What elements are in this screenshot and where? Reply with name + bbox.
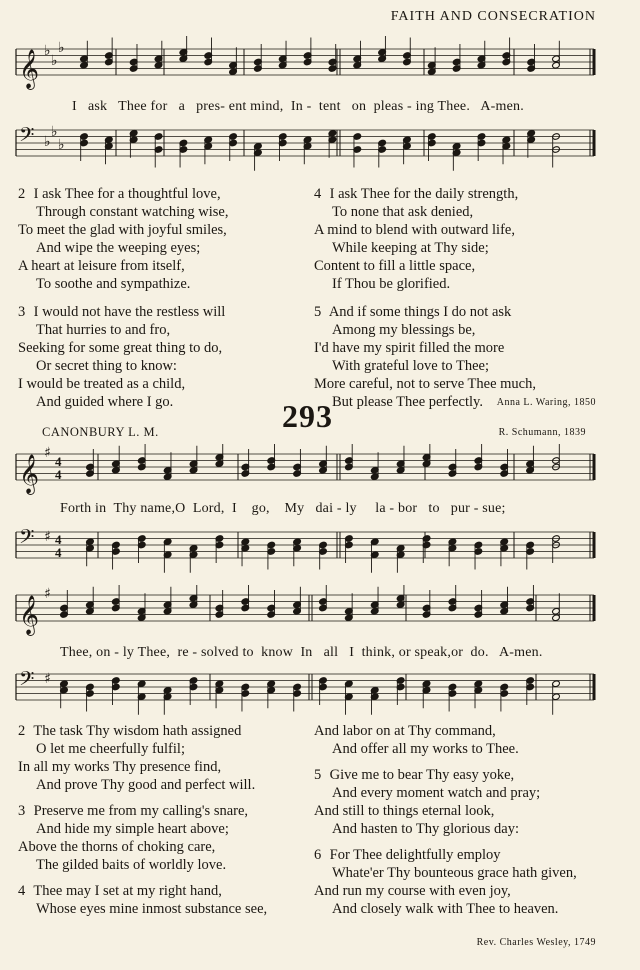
note-chord	[319, 585, 328, 612]
verse-line	[314, 203, 536, 221]
note-chord	[278, 41, 287, 69]
verse-number: 2	[18, 186, 26, 202]
verse-line	[314, 846, 577, 864]
verse-line	[18, 393, 229, 411]
note-chord	[452, 142, 461, 170]
note-chord	[241, 585, 250, 612]
time-signature: 4	[55, 454, 62, 469]
verse-text: Give me to bear Thy easy yoke,	[329, 767, 515, 783]
flat-icon: ♭	[44, 43, 51, 59]
note-chord	[137, 444, 146, 471]
note-chord	[163, 452, 172, 480]
verse-text: And closely walk with Thee to heaven.	[332, 901, 559, 917]
music-staff-treble-1	[14, 444, 596, 504]
verse-text: And every moment watch and pray;	[332, 785, 541, 801]
music-staff-bass-prev	[14, 120, 596, 182]
flat-icon: ♭	[44, 134, 51, 150]
bass-clef-icon: 𝄢	[19, 667, 35, 695]
verse-text: I would be treated as a child,	[18, 376, 186, 392]
note-chord	[215, 590, 224, 618]
note-chord	[111, 585, 120, 612]
note-chord	[163, 587, 172, 615]
time-signature: 4	[55, 532, 62, 547]
note-chord	[345, 535, 354, 563]
note-chord	[500, 538, 509, 566]
note-chord	[129, 44, 138, 72]
note-chord	[86, 683, 95, 711]
note-chord	[448, 683, 457, 711]
note-chord	[552, 593, 561, 621]
verse-line	[314, 339, 536, 357]
verse-text: And wipe the weeping eyes;	[36, 240, 201, 256]
note-chord	[474, 590, 483, 618]
verse-line	[18, 820, 267, 838]
verse-text: Through constant watching wise,	[36, 204, 229, 220]
music-staff-treble-prev	[14, 36, 596, 92]
note-chord	[278, 133, 287, 161]
note-chord	[370, 686, 379, 714]
sharp-icon: ♯	[44, 445, 51, 461]
note-chord	[370, 587, 379, 615]
bass-clef-icon: 𝄢	[19, 123, 35, 151]
verse-text: Or secret thing to know:	[36, 358, 177, 374]
note-chord	[204, 136, 213, 164]
verse-number: 6	[314, 847, 322, 863]
verse-block-left	[18, 722, 267, 918]
verse-text: While keeping at Thy side;	[332, 240, 489, 256]
note-chord	[319, 541, 328, 569]
note-chord	[345, 593, 354, 621]
note-chord	[396, 677, 405, 705]
verse-text: More careful, not to serve Thee much,	[314, 376, 536, 392]
verse-line	[18, 221, 229, 239]
note-chord	[267, 680, 276, 708]
verse-number: 3	[18, 304, 26, 320]
verse-block-right	[314, 722, 577, 918]
verse-text: I ask Thee for the daily strength,	[329, 186, 519, 202]
verse-line	[314, 357, 536, 375]
lyrics-line-2: Thee, on - ly Thee, re - solved to know In all I think, or speak,or do. A-men.	[60, 645, 543, 660]
note-chord	[189, 677, 198, 705]
note-chord	[396, 585, 405, 609]
note-chord	[254, 142, 263, 170]
note-chord	[60, 590, 69, 618]
note-chord	[189, 544, 198, 572]
note-chord	[403, 136, 412, 164]
verse-line	[314, 766, 577, 784]
note-chord	[500, 587, 509, 615]
note-chord	[303, 38, 312, 66]
verse-line	[18, 838, 267, 856]
note-chord	[328, 44, 337, 72]
note-chord	[422, 680, 431, 708]
section-title: FAITH AND CONSECRATION	[390, 9, 596, 24]
verse-text: For Thee delightfully employ	[329, 847, 501, 863]
note-chord	[267, 590, 276, 618]
note-chord	[422, 535, 431, 563]
music-staff-bass-1	[14, 522, 596, 582]
verse-gap	[314, 838, 577, 846]
verse-text: I'd have my spirit filled the more	[314, 340, 505, 356]
flat-icon: ♭	[51, 53, 58, 69]
verse-text: Preserve me from my calling's snare,	[33, 803, 249, 819]
verse-text: And hasten to Thy glorious day:	[332, 821, 520, 837]
note-chord	[527, 129, 536, 157]
verse-line	[314, 900, 577, 918]
verse-line	[314, 802, 577, 820]
flat-icon: ♭	[58, 137, 65, 153]
verse-gap	[314, 758, 577, 766]
flat-icon: ♭	[58, 40, 65, 56]
verse-text: To meet the glad with joyful smiles,	[18, 222, 227, 238]
note-chord	[229, 133, 238, 161]
verse-text: Whose eyes mine inmost substance see,	[36, 901, 268, 917]
verse-text: Whate'er Thy bounteous grace hath given,	[332, 865, 577, 881]
author-attribution-prev: Anna L. Waring, 1850	[496, 397, 596, 408]
note-chord	[215, 444, 224, 468]
verse-text: Content to fill a little space,	[314, 258, 476, 274]
verse-text: And hide my simple heart above;	[36, 821, 229, 837]
note-chord	[241, 538, 250, 566]
verse-line	[314, 303, 536, 321]
note-chord	[427, 133, 436, 161]
verse-line	[18, 321, 229, 339]
note-chord	[293, 538, 302, 566]
sharp-icon: ♯	[44, 671, 51, 687]
verse-line	[18, 203, 229, 221]
verse-text: I ask Thee for a thoughtful love,	[33, 186, 221, 202]
verse-number: 3	[18, 803, 26, 819]
note-chord	[502, 136, 511, 164]
note-chord	[204, 38, 213, 66]
note-chord	[403, 38, 412, 66]
note-chord	[293, 449, 302, 477]
time-signature: 4	[55, 545, 62, 560]
lyrics-line-1: Forth in Thy name,O Lord, I go, My dai - ly la - bor to pur - sue;	[60, 501, 506, 516]
verse-text: And guided where I go.	[36, 394, 174, 410]
note-chord	[154, 41, 163, 69]
sharp-icon: ♯	[44, 586, 51, 602]
note-chord	[112, 446, 121, 474]
sharp-icon: ♯	[44, 529, 51, 545]
note-chord	[422, 590, 431, 618]
note-chord	[80, 41, 89, 69]
note-chord	[396, 446, 405, 474]
note-chord	[527, 44, 536, 72]
note-chord	[105, 136, 114, 164]
note-chord	[353, 133, 362, 168]
verse-line	[18, 303, 229, 321]
music-staff-bass-2	[14, 664, 596, 724]
verse-text: If Thou be glorified.	[332, 276, 451, 292]
note-chord	[137, 680, 146, 715]
tune-name: CANONBURY L. M.	[42, 425, 159, 439]
verse-line	[18, 740, 267, 758]
note-chord	[345, 444, 354, 471]
note-chord	[229, 47, 238, 75]
note-chord	[500, 449, 509, 477]
verse-line	[314, 375, 536, 393]
verse-line	[314, 239, 536, 257]
note-chord	[112, 541, 121, 569]
note-chord	[189, 446, 198, 474]
note-chord	[552, 535, 561, 563]
verse-line	[18, 275, 229, 293]
treble-clef-icon: 𝄞	[19, 454, 40, 494]
note-chord	[105, 38, 114, 66]
verse-text: And run my course with even joy,	[314, 883, 511, 899]
note-chord	[427, 47, 436, 75]
verse-text: To soothe and sympathize.	[36, 276, 191, 292]
verse-line	[18, 776, 267, 794]
verse-text: That hurries to and fro,	[36, 322, 171, 338]
note-chord	[370, 538, 379, 573]
note-chord	[552, 41, 561, 69]
note-chord	[267, 444, 276, 471]
note-chord	[378, 139, 387, 167]
verse-gap	[18, 293, 229, 303]
treble-clef-icon: 𝄞	[19, 49, 40, 89]
note-chord	[474, 541, 483, 569]
note-chord	[526, 446, 535, 474]
note-chord	[137, 535, 146, 563]
note-chord	[526, 541, 535, 569]
verse-gap	[18, 794, 267, 802]
note-chord	[526, 677, 535, 705]
verse-line	[18, 882, 267, 900]
note-chord	[500, 683, 509, 711]
staff-lines	[16, 532, 594, 558]
verse-line	[18, 900, 267, 918]
verse-text: And labor on at Thy command,	[314, 723, 496, 739]
verse-number: 5	[314, 767, 322, 783]
note-chord	[163, 686, 172, 714]
verse-line	[314, 882, 577, 900]
note-chord	[241, 683, 250, 711]
music-staff-treble-2	[14, 585, 596, 645]
note-chord	[328, 129, 337, 157]
note-chord	[254, 44, 263, 72]
author-attribution: Rev. Charles Wesley, 1749	[476, 937, 596, 948]
verse-line	[314, 820, 577, 838]
verse-text: I would not have the restless will	[33, 304, 226, 320]
verse-text: Seeking for some great thing to do,	[18, 340, 223, 356]
note-chord	[86, 449, 95, 477]
note-chord	[215, 535, 224, 563]
note-chord	[293, 587, 302, 615]
note-chord	[353, 41, 362, 69]
verse-line	[314, 221, 536, 239]
note-chord	[80, 133, 89, 161]
note-chord	[60, 680, 69, 708]
note-chord	[452, 44, 461, 72]
note-chord	[179, 139, 188, 167]
note-chord	[477, 41, 486, 69]
hymn-number: 293	[282, 398, 333, 434]
time-signature: 4	[55, 467, 62, 482]
verse-text: Above the thorns of choking care,	[18, 839, 216, 855]
verse-text: But please Thee perfectly.	[332, 394, 483, 410]
note-chord	[396, 544, 405, 572]
lyrics-line-prev: I ask Thee for a pres- ent mind, In - tent on pleas - ing Thee. A-men.	[72, 99, 524, 114]
verse-line	[314, 275, 536, 293]
verse-gap	[18, 874, 267, 882]
flat-icon: ♭	[51, 124, 58, 140]
verse-line	[18, 257, 229, 275]
note-chord	[474, 680, 483, 708]
note-chord	[502, 38, 511, 66]
note-chord	[189, 585, 198, 609]
verse-line	[18, 758, 267, 776]
note-chord	[474, 444, 483, 471]
verse-text: Among my blessings be,	[332, 322, 476, 338]
verse-number: 4	[314, 186, 322, 202]
verse-line	[314, 185, 536, 203]
note-chord	[137, 593, 146, 621]
note-chord	[293, 683, 302, 711]
verse-text: With grateful love to Thee;	[332, 358, 489, 374]
composer-attribution: R. Schumann, 1839	[498, 427, 586, 438]
verse-line	[314, 784, 577, 802]
bass-clef-icon: 𝄢	[19, 525, 35, 553]
note-chord	[345, 680, 354, 715]
verse-number: 4	[18, 883, 26, 899]
verse-number: 5	[314, 304, 322, 320]
verse-line	[314, 740, 577, 758]
verse-line	[314, 722, 577, 740]
verse-line	[18, 339, 229, 357]
verse-text: Thee may I set at my right hand,	[33, 883, 222, 899]
note-chord	[552, 133, 561, 168]
note-chord	[477, 133, 486, 161]
verse-line	[314, 257, 536, 275]
verse-line	[314, 864, 577, 882]
verse-text: A mind to blend with outward life,	[314, 222, 515, 238]
note-chord	[448, 538, 457, 566]
note-chord	[448, 449, 457, 477]
verse-text: The gilded baits of worldly love.	[36, 857, 227, 873]
note-chord	[552, 680, 561, 715]
note-chord	[241, 449, 250, 477]
note-chord	[163, 538, 172, 573]
verse-text: And offer all my works to Thee.	[332, 741, 519, 757]
note-chord	[319, 677, 328, 705]
note-chord	[448, 585, 457, 612]
verse-gap	[314, 293, 536, 303]
verse-line	[18, 375, 229, 393]
verse-block-right-prev	[314, 185, 536, 411]
note-chord	[526, 585, 535, 612]
note-chord	[303, 136, 312, 164]
note-chord	[86, 587, 95, 615]
note-chord	[319, 446, 328, 474]
verse-line	[18, 185, 229, 203]
verse-line	[18, 802, 267, 820]
note-chord	[267, 541, 276, 569]
note-chord	[129, 129, 138, 157]
note-chord	[111, 677, 120, 705]
verse-text: The task Thy wisdom hath assigned	[33, 723, 242, 739]
note-chord	[86, 538, 95, 566]
note-chord	[370, 452, 379, 480]
treble-clef-icon: 𝄞	[19, 595, 40, 635]
verse-line	[18, 239, 229, 257]
verse-text: And if some things I do not ask	[328, 304, 512, 320]
verse-text: And prove Thy good and perfect will.	[36, 777, 256, 793]
note-chord	[422, 444, 431, 468]
note-chord	[154, 133, 163, 168]
note-chord	[215, 680, 224, 708]
verse-text: O let me cheerfully fulfil;	[36, 741, 185, 757]
verse-line	[18, 357, 229, 375]
verse-line	[18, 856, 267, 874]
verse-text: To none that ask denied,	[332, 204, 474, 220]
verse-block-left-prev	[18, 185, 229, 411]
verse-text: In all my works Thy presence find,	[18, 759, 222, 775]
verse-text: And still to things eternal look,	[314, 803, 495, 819]
verse-line	[18, 722, 267, 740]
verse-number: 2	[18, 723, 26, 739]
verse-line	[314, 321, 536, 339]
verse-text: A heart at leisure from itself,	[18, 258, 185, 274]
